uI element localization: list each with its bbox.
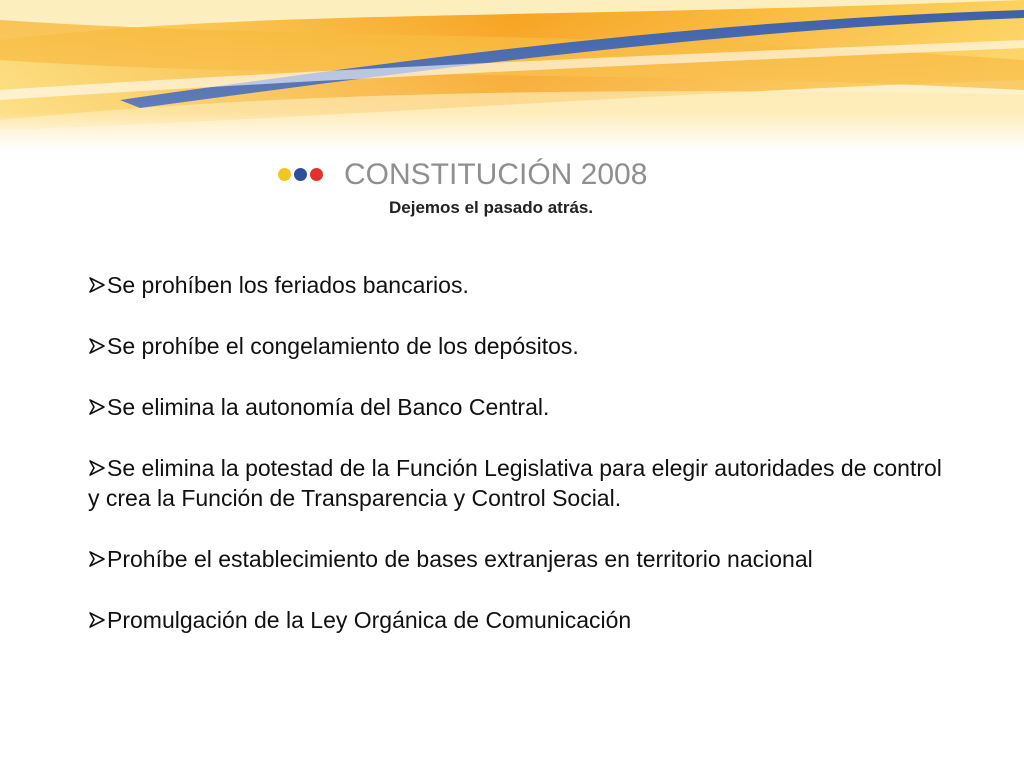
logo-subtitle: Dejemos el pasado atrás. (389, 198, 594, 217)
yellow-dot-icon (278, 168, 291, 181)
arrow-bullet-icon (88, 550, 106, 568)
header-banner (0, 0, 1024, 150)
bullet-item (88, 544, 948, 574)
logo-dots (278, 168, 326, 182)
arrow-bullet-icon (88, 337, 106, 355)
bullet-text: Se elimina la potestad de la Función Legislativa para elegir autoridades de control y crea la Función de Transparencia y Control Social. (88, 455, 942, 511)
arrow-bullet-icon (88, 611, 106, 629)
bullet-item (88, 331, 948, 361)
constitucion-logo (278, 158, 698, 228)
arrow-bullet-icon (88, 459, 106, 477)
bullet-text: Se prohíben los feriados bancarios. (107, 272, 469, 298)
red-dot-icon (310, 168, 323, 181)
blue-dot-icon (294, 168, 307, 181)
logo-title: CONSTITUCIÓN 2008 (344, 158, 648, 191)
bullet-item (88, 605, 948, 635)
bullet-text: Promulgación de la Ley Orgánica de Comunicación (107, 607, 632, 633)
arrow-bullet-icon (88, 398, 106, 416)
arrow-bullet-icon (88, 276, 106, 294)
bullet-item (88, 270, 948, 300)
bullet-text: Se elimina la autonomía del Banco Central. (107, 394, 550, 420)
bullet-item (88, 453, 948, 513)
bullet-text: Se prohíbe el congelamiento de los depósitos. (107, 333, 579, 359)
bullet-list (88, 270, 948, 666)
banner-swoosh-graphic (0, 0, 1024, 150)
bullet-item (88, 392, 948, 422)
bullet-text: Prohíbe el establecimiento de bases extranjeras en territorio nacional (107, 546, 813, 572)
